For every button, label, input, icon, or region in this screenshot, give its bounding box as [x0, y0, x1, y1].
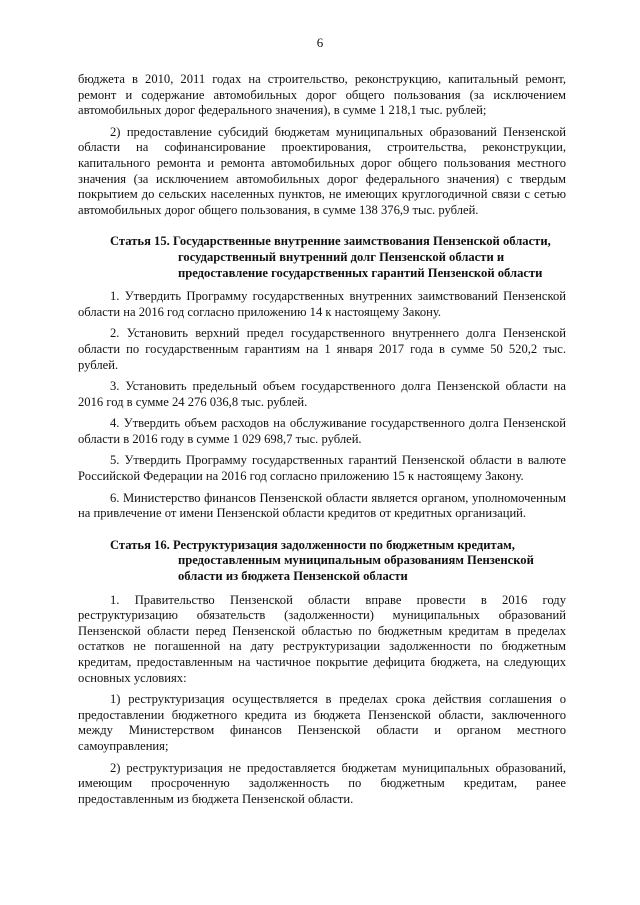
page-number: 6 [316, 35, 324, 50]
article-15-item-3: 3. Установить предельный объем государственного долга Пензенской области на 2016 год в сумме 24 276 036,8 тыс. рублей. [78, 379, 566, 409]
article-15-title-line-1: Статья 15. Государственные внутренние заимствования Пензенской области, [110, 234, 551, 249]
page-content [78, 72, 566, 813]
article-16-title-line-2: предоставленным муниципальным образованиям Пензенской [178, 553, 534, 568]
article-16-title-line-1: Статья 16. Реструктуризация задолженности по бюджетным кредитам, [110, 537, 515, 552]
article-15-item-4: 4. Утвердить объем расходов на обслуживание государственного долга Пензенской области в 2016 году в сумме 1 029 698,7 тыс. рублей. [78, 416, 566, 446]
article-15-item-2: 2. Установить верхний предел государственного внутреннего долга Пензенской области по государственным гарантиям на 1 января 2017 года в сумме 50 520,2 тыс. рублей. [78, 326, 566, 372]
article-16-subitem-2: 2) реструктуризация не предоставляется бюджетам муниципальных образований, имеющим просроченную задолженность по бюджетным кредитам, ранее предоставленным из бюджета Пензенской области. [78, 760, 566, 806]
article-15-title-line-3: предоставление государственных гарантий Пензенской области [178, 265, 543, 280]
article-16-title-line-3: области из бюджета Пензенской области [178, 569, 408, 584]
article-15-title [78, 234, 566, 281]
article-16-subitem-1: 1) реструктуризация осуществляется в пределах срока действия соглашения о предоставлении бюджетного кредита из бюджета Пензенской области, заключенного между Министерством финансов Пензенской области и органом местного самоуправления; [78, 692, 566, 753]
article-16-title [78, 538, 566, 585]
article-15-item-1: 1. Утвердить Программу государственных внутренних заимствований Пензенской области на 2016 год согласно приложению 14 к настоящему Закону. [78, 289, 566, 319]
article-16-item-1: 1. Правительство Пензенской области вправе провести в 2016 году реструктуризацию обязательств (задолженности) муниципальных образований Пензенской области перед Пензенской областью по бюджетным кредитам в пределах остатков не погашенной на дату реструктуризации задолженности по бюджетным кредитам, предоставленным на частичное покрытие дефицита бюджета, на следующих основных условиях: [78, 592, 566, 685]
article-15-title-line-2: государственный внутренний долг Пензенской области и [178, 249, 505, 264]
article-15-item-5: 5. Утвердить Программу государственных гарантий Пензенской области в валюте Российской Федерации на 2016 год согласно приложению 15 к настоящему Закону. [78, 453, 566, 484]
intro-paragraph-2: 2) предоставление субсидий бюджетам муниципальных образований Пензенской области на софинансирование проектирования, строительства, реконструкции, капитального ремонта и ремонта автомобильных дорог общего пользования местного значения (за исключением автомобильных дорог федерального значения) с твердым покрытием до сельских населенных пунктов, не имеющих круглогодичной связи с сетью автомобильных дорог общего пользования, в сумме 138 376,9 тыс. рублей. [78, 124, 566, 217]
intro-paragraph-1: бюджета в 2010, 2011 годах на строительство, реконструкцию, капитальный ремонт, ремонт и содержание автомобильных дорог общего пользования (за исключением автомобильных дорог федерального значения), в сумме 1 218,1 тыс. рублей; [78, 72, 566, 118]
article-15-item-6: 6. Министерство финансов Пензенской области является органом, уполномоченным на привлечение от имени Пензенской области кредитов от кредитных организаций. [78, 490, 566, 521]
